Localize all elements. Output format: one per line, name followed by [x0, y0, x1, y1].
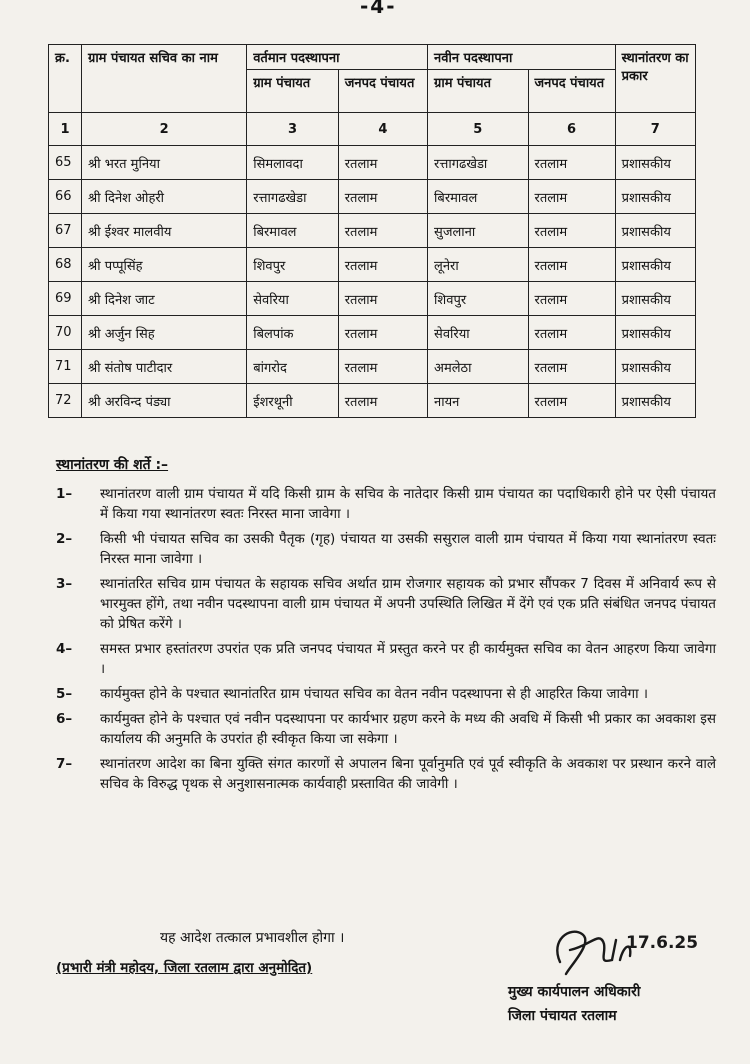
new-gram-panchayat: सेवरिया: [428, 316, 528, 350]
table-row: [49, 180, 696, 214]
new-janpad: रतलाम: [528, 282, 615, 316]
current-gram-panchayat: बिरमावल: [247, 214, 339, 248]
condition-number: 5–: [56, 686, 73, 702]
secretary-name: श्री दिनेश ओहरी: [81, 180, 246, 214]
signature-date: 17.6.25: [626, 933, 699, 953]
transfer-type: प्रशासकीय: [615, 282, 695, 316]
new-gram-panchayat: सुजलाना: [428, 214, 528, 248]
condition-text: किसी भी पंचायत सचिव का उसकी पैतृक (गृह) पंचायत या उसकी ससुराल वाली ग्राम पंचायत में किया गया स्थानांतरण स्वतः निरस्त माना जावेगा ।: [100, 531, 716, 567]
conditions-heading: स्थानांतरण की शर्ते :–: [56, 457, 169, 473]
row-sno: 71: [49, 350, 82, 384]
condition-number: 3–: [56, 576, 73, 592]
header-new-jp: जनपद पंचायत: [528, 70, 615, 113]
new-gram-panchayat: शिवपुर: [428, 282, 528, 316]
table-row: [49, 146, 696, 180]
new-gram-panchayat: रत्तागढखेडा: [428, 146, 528, 180]
column-number: 1: [49, 113, 82, 146]
column-number: 5: [428, 113, 528, 146]
column-number: 7: [615, 113, 695, 146]
transfer-type: प्रशासकीय: [615, 214, 695, 248]
transfer-type: प्रशासकीय: [615, 180, 695, 214]
row-sno: 72: [49, 384, 82, 418]
header-name: ग्राम पंचायत सचिव का नाम: [81, 45, 246, 113]
column-number: 4: [338, 113, 427, 146]
transfer-type: प्रशासकीय: [615, 248, 695, 282]
new-janpad: रतलाम: [528, 214, 615, 248]
current-gram-panchayat: सेवरिया: [247, 282, 339, 316]
condition-item: [56, 529, 716, 569]
current-janpad: रतलाम: [338, 248, 427, 282]
condition-text: स्थानांतरण वाली ग्राम पंचायत में यदि किसी ग्राम के सचिव के नातेदार किसी ग्राम पंचायत का पदाधिकारी होने पर ऐसी पंचायत में किया गया स्थानांतरण स्वतः निरस्त माना जावेगा ।: [100, 486, 716, 522]
row-sno: 70: [49, 316, 82, 350]
secretary-name: श्री ईश्वर मालवीय: [81, 214, 246, 248]
header-current-gp: ग्राम पंचायत: [247, 70, 339, 113]
conditions-list: [56, 484, 716, 799]
signatory-title: मुख्य कार्यपालन अधिकारी: [508, 984, 641, 1000]
current-janpad: रतलाम: [338, 316, 427, 350]
new-gram-panchayat: लूनेरा: [428, 248, 528, 282]
new-gram-panchayat: बिरमावल: [428, 180, 528, 214]
secretary-name: श्री संतोष पाटीदार: [81, 350, 246, 384]
condition-number: 1–: [56, 486, 73, 502]
row-sno: 68: [49, 248, 82, 282]
approval-note: (प्रभारी मंत्री महोदय, जिला रतलाम द्वारा अनुमोदित): [56, 960, 313, 976]
transfer-type: प्रशासकीय: [615, 384, 695, 418]
condition-item: [56, 684, 716, 704]
column-number: 6: [528, 113, 615, 146]
signatory-block: [508, 980, 640, 1028]
table-row: [49, 316, 696, 350]
signature: [540, 920, 700, 984]
page-number: -4-: [360, 0, 397, 18]
transfer-type: प्रशासकीय: [615, 146, 695, 180]
header-current-jp: जनपद पंचायत: [338, 70, 427, 113]
condition-item: [56, 709, 716, 749]
secretary-name: श्री भरत मुनिया: [81, 146, 246, 180]
header-transfer-type: स्थानांतरण का प्रकार: [615, 45, 695, 113]
current-gram-panchayat: रत्तागढखेडा: [247, 180, 339, 214]
row-sno: 69: [49, 282, 82, 316]
condition-text: समस्त प्रभार हस्तांतरण उपरांत एक प्रति जनपद पंचायत में प्रस्तुत करने पर ही कार्यमुक्त सचिव का वेतन आहरण किया जावेगा ।: [100, 641, 716, 677]
table-row: [49, 214, 696, 248]
current-janpad: रतलाम: [338, 282, 427, 316]
current-gram-panchayat: बिलपांक: [247, 316, 339, 350]
row-sno: 65: [49, 146, 82, 180]
column-number: 3: [247, 113, 339, 146]
header-sno: क्र.: [49, 45, 82, 113]
table-row: [49, 248, 696, 282]
table-row: [49, 384, 696, 418]
new-janpad: रतलाम: [528, 350, 615, 384]
column-number-row: [49, 113, 696, 146]
table-row: [49, 282, 696, 316]
condition-item: [56, 484, 716, 524]
transfer-table: [48, 44, 696, 418]
condition-text: स्थानांतरित सचिव ग्राम पंचायत के सहायक सचिव अर्थात ग्राम रोजगार सहायक को प्रभार सौंपकर 7 दिवस में अनिवार्य रूप से भारमुक्त होंगे, तथा नवीन पदस्थापना वाली ग्राम पंचायत में अपनी उपस्थिति लिखित में देंगे एवं एक प्रति संबंधित जनपद पंचायत को प्रेषित करेंगे ।: [100, 576, 716, 632]
current-janpad: रतलाम: [338, 146, 427, 180]
current-janpad: रतलाम: [338, 180, 427, 214]
effective-note: यह आदेश तत्काल प्रभावशील होगा ।: [160, 930, 345, 946]
current-janpad: रतलाम: [338, 214, 427, 248]
condition-text: कार्यमुक्त होने के पश्चात एवं नवीन पदस्थापना पर कार्यभार ग्रहण करने के मध्य की अवधि में किसी भी प्रकार का अवकाश इस कार्यालय की अनुमति के उपरांत ही स्वीकृत किया जा सकेगा ।: [100, 711, 716, 747]
condition-number: 4–: [56, 641, 73, 657]
header-current-posting: वर्तमान पदस्थापना: [247, 45, 428, 70]
secretary-name: श्री पप्पूसिंह: [81, 248, 246, 282]
new-janpad: रतलाम: [528, 146, 615, 180]
new-janpad: रतलाम: [528, 248, 615, 282]
new-janpad: रतलाम: [528, 316, 615, 350]
signatory-office: जिला पंचायत रतलाम: [508, 1008, 617, 1024]
new-janpad: रतलाम: [528, 180, 615, 214]
table-row: [49, 350, 696, 384]
current-gram-panchayat: ईशरथूनी: [247, 384, 339, 418]
condition-item: [56, 754, 716, 794]
new-janpad: रतलाम: [528, 384, 615, 418]
secretary-name: श्री दिनेश जाट: [81, 282, 246, 316]
column-number: 2: [81, 113, 246, 146]
row-sno: 66: [49, 180, 82, 214]
condition-text: कार्यमुक्त होने के पश्चात स्थानांतरित ग्राम पंचायत सचिव का वेतन नवीन पदस्थापना से ही आहरित किया जावेगा ।: [100, 686, 649, 702]
condition-item: [56, 574, 716, 634]
condition-item: [56, 639, 716, 679]
condition-number: 6–: [56, 711, 73, 727]
new-gram-panchayat: नायन: [428, 384, 528, 418]
current-janpad: रतलाम: [338, 384, 427, 418]
current-gram-panchayat: शिवपुर: [247, 248, 339, 282]
condition-text: स्थानांतरण आदेश का बिना युक्ति संगत कारणों से अपालन बिना पूर्वानुमति एवं पूर्व स्वीकृति के अवकाश पर प्रस्थान करने वाले सचिव के विरुद्ध पृथक से अनुशासनात्मक कार्यवाही प्रस्तावित की जावेगी ।: [100, 756, 716, 792]
header-new-gp: ग्राम पंचायत: [428, 70, 528, 113]
condition-number: 2–: [56, 531, 73, 547]
condition-number: 7–: [56, 756, 73, 772]
new-gram-panchayat: अमलेठा: [428, 350, 528, 384]
current-gram-panchayat: बांगरोद: [247, 350, 339, 384]
secretary-name: श्री अरविन्द पंड्या: [81, 384, 246, 418]
transfer-type: प्रशासकीय: [615, 316, 695, 350]
header-new-posting: नवीन पदस्थापना: [428, 45, 616, 70]
current-janpad: रतलाम: [338, 350, 427, 384]
transfer-type: प्रशासकीय: [615, 350, 695, 384]
row-sno: 67: [49, 214, 82, 248]
secretary-name: श्री अर्जुन सिह: [81, 316, 246, 350]
current-gram-panchayat: सिमलावदा: [247, 146, 339, 180]
